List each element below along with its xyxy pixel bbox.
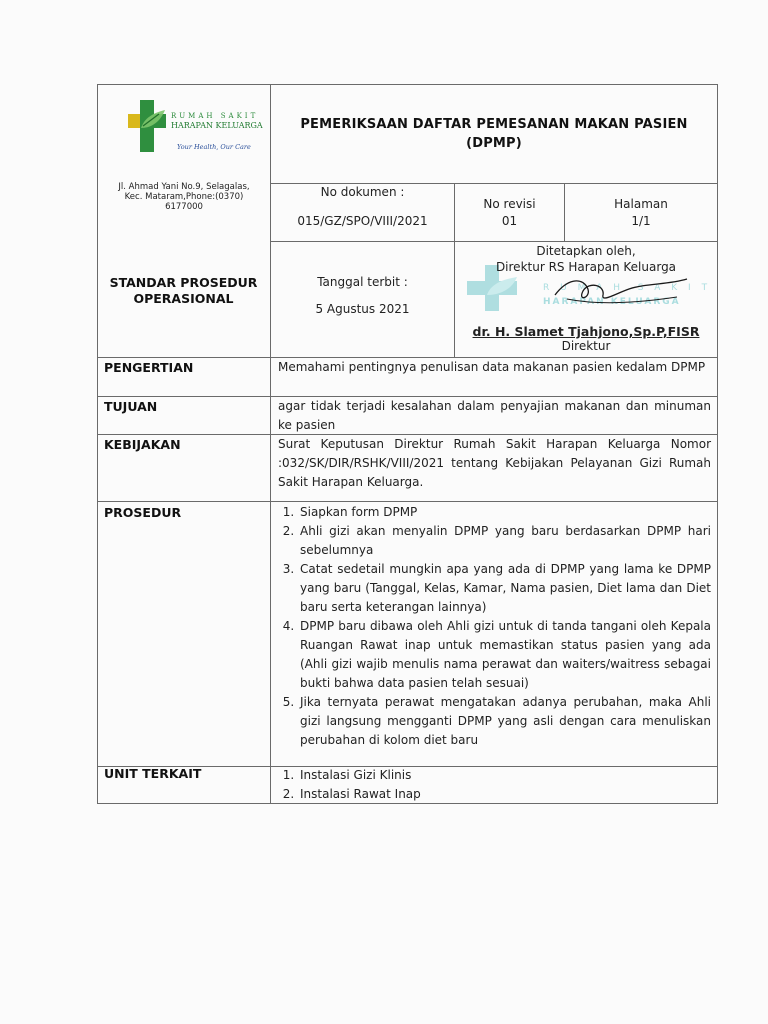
table-border-right (717, 84, 718, 804)
title-line1: PEMERIKSAAN DAFTAR PEMESANAN MAKAN PASIEN (300, 117, 688, 132)
table-border-left (97, 84, 98, 804)
address-line3: 6177000 (165, 202, 203, 212)
approval-set-by: Ditetapkan oleh, (536, 244, 636, 258)
sop-document (97, 84, 718, 804)
halaman-cell (565, 196, 717, 230)
prosedur-step: 4. DPMP baru dibawa oleh Ahli gizi untuk di tanda tangani oleh Kepala Ruangan Rawat inap untuk memastikan status pasien yang ada (Ahli gizi wajib menulis nama perawat dan waiters/waitress sebagai bukti bahwa data pasien telah sesuai) (298, 617, 711, 693)
prosedur-step: 3. Catat sedetail mungkin apa yang ada di DPMP yang lama ke DPMP yang baru (Tanggal, Kelas, Kamar, Nama pasien, Diet lama dan Diet baru serta keterangan lainnya) (298, 560, 711, 617)
no-revisi-cell (455, 196, 564, 230)
no-dokumen-value: 015/GZ/SPO/VIII/2021 (297, 214, 428, 228)
address-line1: Jl. Ahmad Yani No.9, Selagalas, (118, 182, 250, 192)
approval-cell (455, 241, 717, 357)
stamp-text: R U M A H S A K I T (543, 283, 712, 293)
tujuan-label: TUJUAN (104, 399, 158, 414)
director-position: Direktur (561, 339, 611, 353)
prosedur-step: 1. Siapkan form DPMP (298, 503, 711, 522)
title-line2: (DPMP) (466, 136, 522, 151)
unit-terkait-label: UNIT TERKAIT (104, 766, 202, 781)
logo-name-line1: RUMAH SAKIT (171, 112, 259, 120)
unit-terkait-item: 1. Instalasi Gizi Klinis (298, 766, 711, 785)
document-title (271, 115, 717, 153)
prosedur-step: 2. Ahli gizi akan menyalin DPMP yang baru berdasarkan DPMP hari sebelumnya (298, 522, 711, 560)
tanggal-terbit-cell (271, 274, 454, 318)
no-dokumen-cell (271, 183, 454, 230)
pengertian-label: PENGERTIAN (104, 360, 194, 375)
kebijakan-text: Surat Keputusan Direktur Rumah Sakit Harapan Keluarga Nomor :032/SK/DIR/RSHK/VIII/2021 tentang Kebijakan Pelayanan Gizi Rumah Sakit Harapan Keluarga. (278, 437, 711, 489)
logo-tagline: Your Health, Our Care (177, 143, 251, 151)
prosedur-step: 5. Jika ternyata perawat mengatakan adanya perubahan, maka Ahli gizi langsung mengganti DPMP yang asli dengan cara menuliskan perubahan di kolom diet baru (298, 693, 711, 750)
tujuan-text: agar tidak terjadi kesalahan dalam penyajian makanan dan minuman ke pasien (278, 399, 711, 432)
tanggal-terbit-label: Tanggal terbit : (317, 275, 408, 289)
halaman-value: 1/1 (631, 214, 651, 228)
kebijakan-label: KEBIJAKAN (104, 437, 181, 452)
prosedur-label: PROSEDUR (104, 505, 182, 520)
sop-label (97, 275, 270, 307)
cross-leaf-icon (127, 98, 167, 154)
prosedur-list (278, 503, 711, 750)
pengertian-text: Memahami pentingnya penulisan data makanan pasien kedalam DPMP (278, 360, 706, 374)
stamp-text: HARAPAN KELUARGA (543, 297, 681, 307)
sop-label-line1: STANDAR PROSEDUR (109, 275, 258, 290)
tanggal-terbit-value: 5 Agustus 2021 (315, 302, 410, 316)
hospital-address (101, 182, 267, 212)
table-border-top (97, 84, 718, 85)
address-line2: Kec. Mataram,Phone:(0370) (124, 192, 244, 202)
no-revisi-value: 01 (501, 214, 518, 228)
unit-terkait-item: 2. Instalasi Rawat Inap (298, 785, 711, 804)
no-dokumen-label: No dokumen : (320, 185, 405, 199)
director-name: dr. H. Slamet Tjahjono,Sp.P,FISR (472, 324, 700, 339)
halaman-label: Halaman (614, 197, 668, 211)
logo-name-line2: HARAPAN KELUARGA (171, 121, 263, 130)
no-revisi-label: No revisi (483, 197, 536, 211)
hospital-logo (127, 98, 267, 154)
signature (547, 269, 697, 309)
approval-director-title: Direktur RS Harapan Keluarga (495, 260, 677, 274)
unit-terkait-list (278, 766, 711, 804)
row-divider (97, 501, 718, 502)
sop-label-line2: OPERASIONAL (133, 291, 234, 306)
